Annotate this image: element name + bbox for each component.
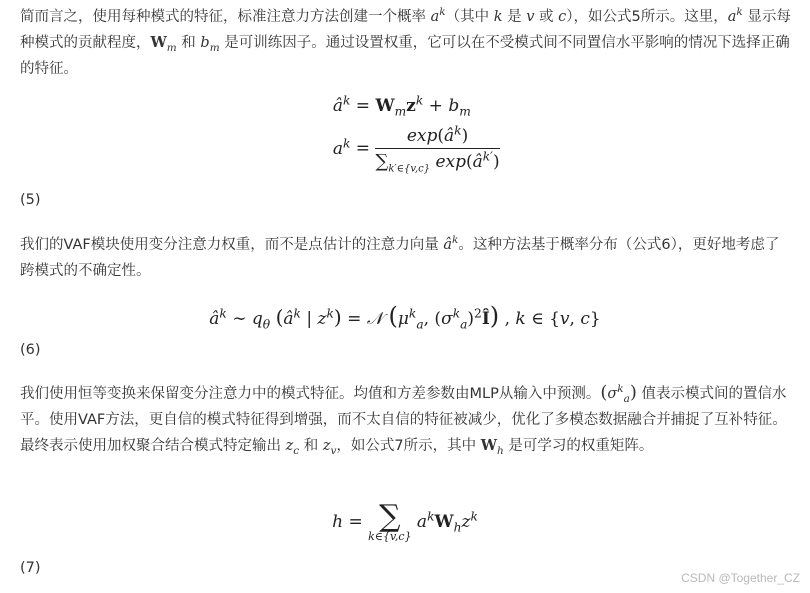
math-inline: $â^k$ — [443, 234, 459, 253]
paragraph-vaf-module — [20, 232, 792, 284]
math-inline: $b_m$ — [200, 35, 220, 54]
equation-number: (7) — [20, 560, 41, 576]
math-inline: $a^k$ — [430, 6, 446, 25]
text-segment: 和 — [299, 438, 323, 454]
math-inline: W — [150, 34, 167, 51]
math-inline: h — [497, 444, 504, 457]
math-inline: $(\sigma^k_a)$ — [600, 382, 637, 405]
text-segment: 。这种方法基于概率分布（公式6），更好地考虑了跨模式的不确定性。 — [20, 237, 780, 279]
text-segment: ），如公式5所示。这里， — [566, 9, 728, 25]
equation-number: (5) — [20, 192, 41, 208]
math-inline: k — [493, 9, 503, 25]
text-segment: 我们的VAF模块使用变分注意力权重，而不是点估计的注意力向量 — [20, 237, 444, 253]
equation-7: h = ∑ k∈{v,c} $a^kW_hz^k$ — [332, 499, 478, 543]
paragraph-identity-transform — [20, 380, 792, 459]
text-segment: 显示每种模式的贡献程度， — [20, 9, 791, 51]
text-segment: ，如公式7所示，其中 — [336, 438, 481, 454]
equation-number: (6) — [20, 342, 41, 358]
text-segment: 简而言之，使用每种模式的特征，标准注意力方法创建一个概率 — [20, 9, 431, 25]
math-inline: $z_v$ — [322, 438, 337, 457]
math-inline: $a^k$ — [727, 6, 743, 25]
text-segment: 我们使用恒等变换来保留变分注意力中的模式特征。均值和方差参数由MLP从输入中预测。 — [20, 386, 601, 402]
equation-6: $â^k$ ∼ $q_\theta$ ($â^k$ | $z^k$) = 𝒩 ($\mu^k_a$, $(\sigma^k_a)^2Î$) , k ∈ {v, c} — [209, 302, 601, 332]
paragraph-attention-intro — [20, 4, 792, 82]
equation-5: $â^k = W_mz^k + b_m$ $a^k$ = $\frac{\exp(â^k)}{\sum_{k'\in\{v,c\}} \exp(â^{k'})}$ — [332, 93, 500, 175]
math-inline: c — [558, 9, 567, 25]
text-segment: 是可训练因子。通过设置权重，它可以在不受模式间不同置信水平影响的情况下选择正确的特征。 — [20, 35, 790, 77]
text-segment: 是可学习的权重矩阵。 — [503, 438, 654, 454]
text-segment: 或 — [534, 9, 559, 25]
text-segment: （其中 — [445, 9, 494, 25]
math-inline: m — [166, 41, 177, 54]
math-inline: v — [526, 9, 535, 25]
csdn-watermark: CSDN @Together_CZ — [681, 571, 800, 585]
text-segment: 和 — [176, 35, 201, 51]
math-inline: $z_c$ — [285, 438, 300, 457]
text-segment: 值表示模式间的置信水平。使用VAF方法，更自信的模式特征得到增强，而不太自信的特征被减少，优化了多模态数据融合并捕捉了互补特征。最终表示使用加权聚合结合模式特定输出 — [20, 386, 787, 454]
text-segment: 是 — [502, 9, 527, 25]
math-inline: W — [480, 437, 498, 454]
